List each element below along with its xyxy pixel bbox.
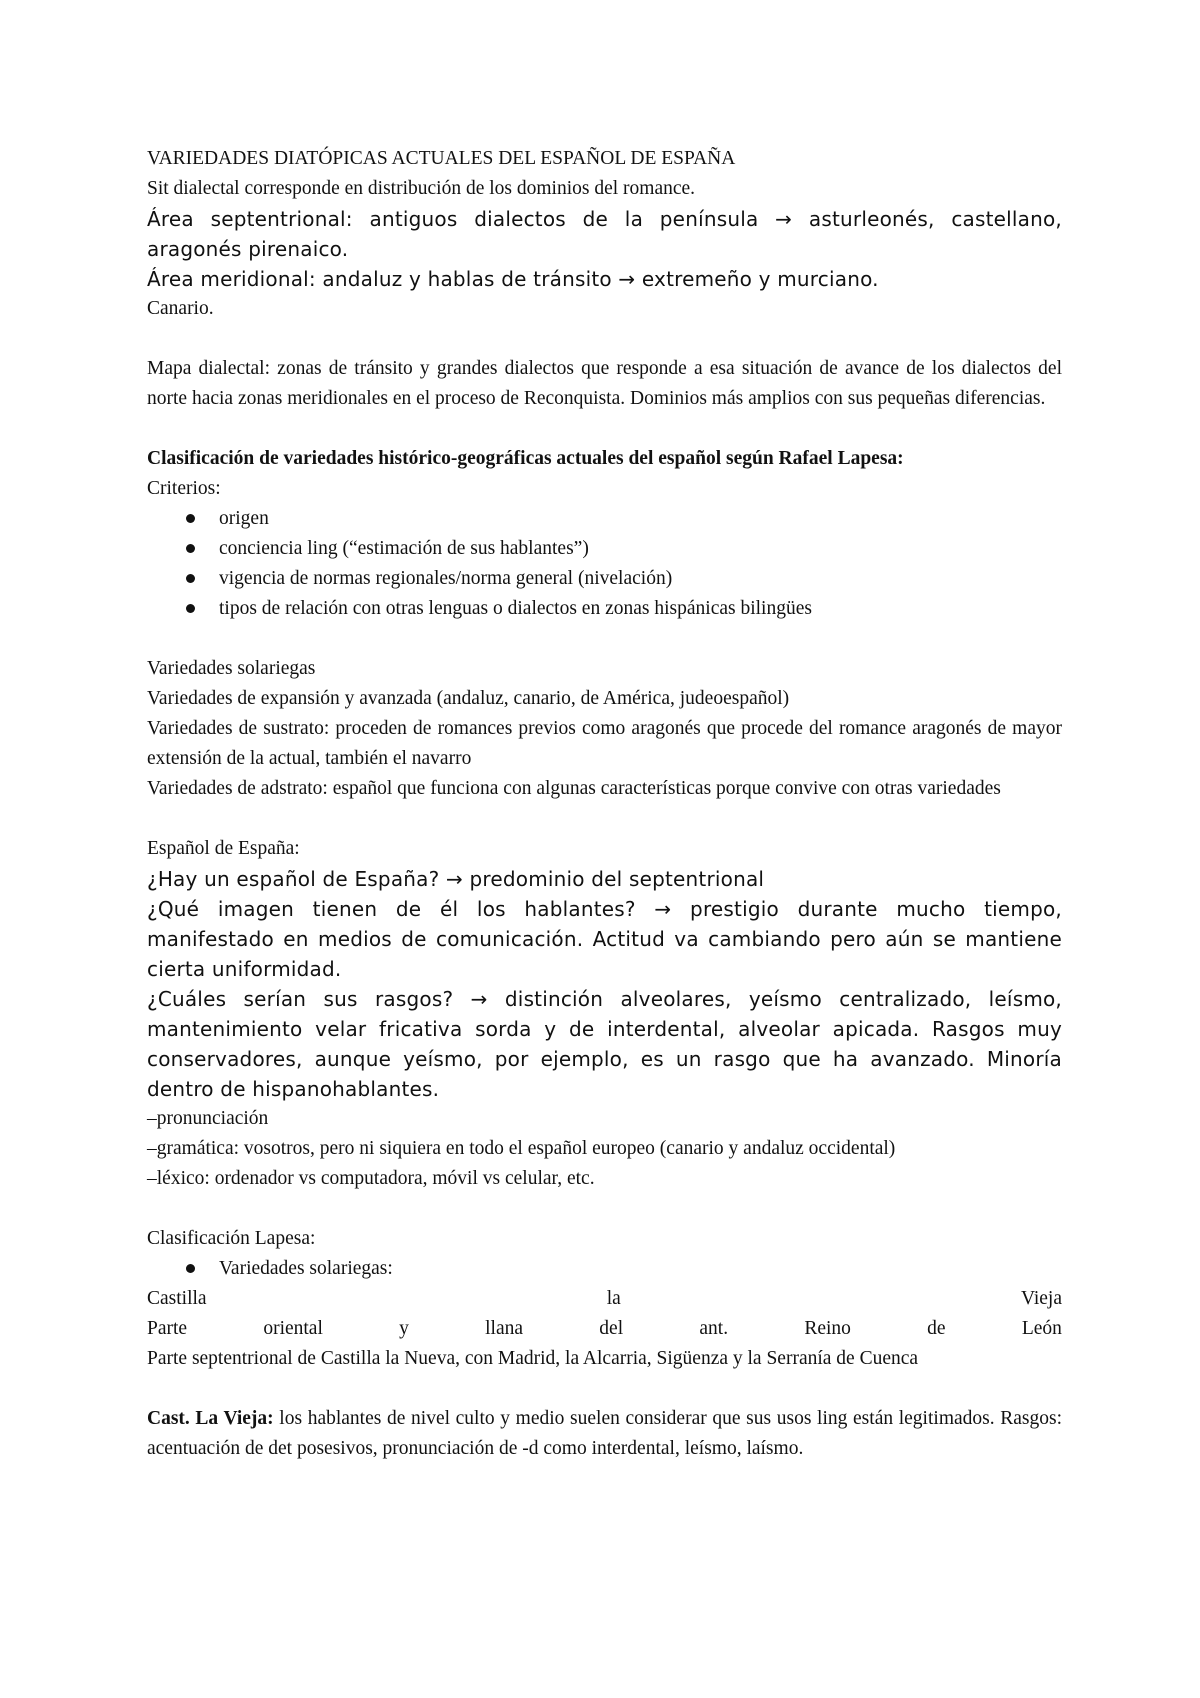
list-item-text: conciencia ling (“estimación de sus hablantes”) [219,538,589,559]
bullet-icon [186,574,195,583]
spacer [147,1374,1062,1404]
word: ant. [699,1318,729,1339]
clasificacion-heading [147,444,1062,474]
cast-vieja-text: los hablantes de nivel culto y medio suelen considerar que sus usos ling están legitimados. Rasgos: acentuación de det posesivos, pronunciación de -d como interdental, leísmo, laísmo. [147,1408,1062,1459]
bullet-icon [186,604,195,613]
variedades-expansion: Variedades de expansión y avanzada (andaluz, canario, de América, judeoespañol) [147,688,790,709]
area-meridional: Área meridional: andaluz y hablas de tránsito → extremeño y murciano. [147,267,879,291]
word: y [399,1318,409,1339]
clasificacion-lapesa-label: Clasificación Lapesa: [147,1228,316,1249]
word: llana [485,1318,524,1339]
bullet-icon [186,544,195,553]
bullet-icon [186,1264,195,1273]
castilla-nueva-line: Parte septentrional de Castilla la Nueva, con Madrid, la Alcarria, Sigüenza y la Serranía de Cuenca [147,1348,919,1369]
castilla-vieja-line [147,1284,1062,1314]
variedades-sustrato: Variedades de sustrato: proceden de romances previos como aragonés que procede del romance aragonés de mayor extensión de la actual, también el navarro [147,718,1062,769]
criterios-list [147,504,1062,624]
dash-lexico: –léxico: ordenador vs computadora, móvil vs celular, etc. [147,1168,595,1189]
word: Parte [147,1318,188,1339]
list-item-text: origen [219,508,269,529]
document-page [147,144,1062,1464]
list-item [147,1254,1062,1284]
area-septentrional: Área septentrional: antiguos dialectos de la península → asturleonés, castellano, aragonés pirenaico. [147,207,1062,261]
list-item-text: vigencia de normas regionales/norma general (nivelación) [219,568,673,589]
clasificacion-heading-text: Clasificación de variedades histórico-geográficas actuales del español según Rafael Lapesa: [147,448,904,469]
spacer [147,624,1062,654]
word: León [1021,1318,1062,1339]
variedades-solariegas: Variedades solariegas [147,658,316,679]
word: la [606,1288,621,1309]
word: de [927,1318,946,1339]
question-imagen: ¿Qué imagen tienen de él los hablantes? → prestigio durante mucho tiempo, manifestado en medios de comunicación. Actitud va cambiando pero aún se mantiene cierta uniformidad. [147,897,1062,981]
list-item [147,504,1062,534]
list-item [147,564,1062,594]
word: Vieja [1020,1288,1062,1309]
dash-pronunciacion: –pronunciación [147,1108,269,1129]
document-title: VARIEDADES DIATÓPICAS ACTUALES DEL ESPAÑOL DE ESPAÑA [147,148,736,169]
word: Reino [804,1318,851,1339]
spacer [147,804,1062,834]
mapa-dialectal-paragraph: Mapa dialectal: zonas de tránsito y grandes dialectos que responde a esa situación de avance de los dialectos del norte hacia zonas meridionales en el proceso de Reconquista. Dominios más amplios con sus pequeñas diferencias. [147,358,1062,409]
lapesa-list [147,1254,1062,1284]
intro-line: Sit dialectal corresponde en distribución de los dominios del romance. [147,178,696,199]
word: oriental [263,1318,323,1339]
word: del [599,1318,624,1339]
cast-vieja-label: Cast. La Vieja: [147,1408,274,1429]
spacer [147,414,1062,444]
question-rasgos: ¿Cuáles serían sus rasgos? → distinción alveolares, yeísmo centralizado, leísmo, mantenimiento velar fricativa sorda y de interdental, alveolar apicada. Rasgos muy conservadores, aunque yeísmo, por ejemplo, es un rasgo que ha avanzado. Minoría dentro de hispanohablantes. [147,987,1062,1101]
word: Castilla [147,1288,207,1309]
variedades-adstrato: Variedades de adstrato: español que funciona con algunas características porque convive con otras variedades [147,778,1001,799]
list-item-text: Variedades solariegas: [219,1258,393,1279]
question-hay-espanol: ¿Hay un español de España? → predominio del septentrional [147,867,765,891]
spacer [147,324,1062,354]
list-item [147,534,1062,564]
dash-gramatica: –gramática: vosotros, pero ni siquiera en todo el español europeo (canario y andaluz occidental) [147,1138,896,1159]
cast-vieja-paragraph [147,1404,1062,1464]
spacer [147,1194,1062,1224]
espanol-espana-label: Español de España: [147,838,300,859]
list-item [147,594,1062,624]
list-item-text: tipos de relación con otras lenguas o dialectos en zonas hispánicas bilingües [219,598,812,619]
criterios-label: Criterios: [147,478,221,499]
bullet-icon [186,514,195,523]
reino-leon-line [147,1314,1062,1344]
canario-line: Canario. [147,298,214,319]
